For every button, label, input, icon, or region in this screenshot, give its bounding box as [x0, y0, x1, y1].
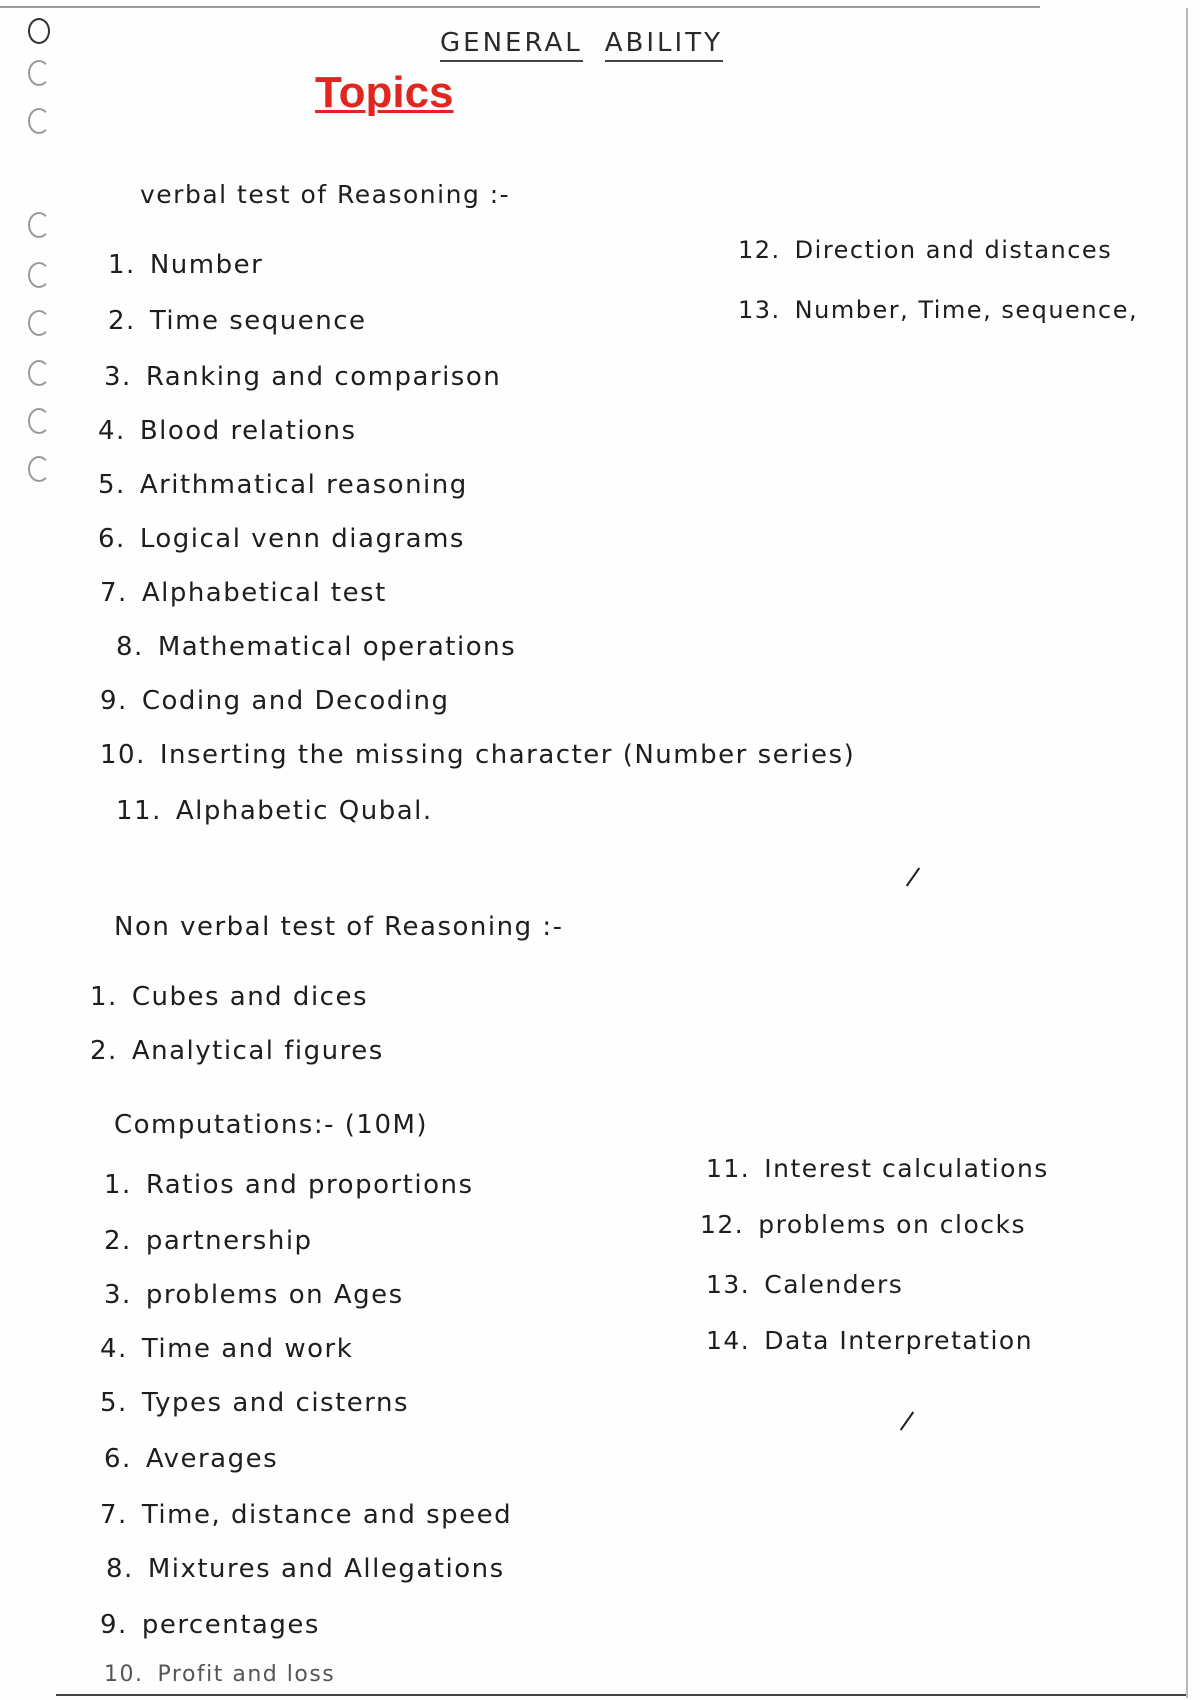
- item-number: 6.: [98, 524, 126, 554]
- item-number: 9.: [100, 1610, 128, 1640]
- list-item: [104, 1226, 313, 1256]
- item-text: Mixtures and Allegations: [147, 1554, 505, 1584]
- item-number: 2.: [104, 1226, 132, 1256]
- list-item: [104, 1662, 335, 1684]
- list-item: [700, 1210, 1026, 1239]
- item-text: percentages: [141, 1610, 320, 1640]
- item-number: 2.: [108, 306, 136, 336]
- item-text: Time, distance and speed: [141, 1500, 513, 1530]
- list-item: [104, 362, 501, 392]
- list-item: [108, 306, 367, 336]
- item-text: Calenders: [764, 1270, 904, 1299]
- item-number: 8.: [106, 1554, 134, 1584]
- binder-hole-icon: [28, 212, 50, 238]
- list-item: [738, 236, 1112, 264]
- item-text: Ranking and comparison: [145, 362, 502, 392]
- item-text: Averages: [145, 1444, 279, 1474]
- page-top-edge: [0, 6, 1040, 8]
- item-text: problems on clocks: [758, 1210, 1027, 1239]
- item-text: partnership: [145, 1226, 313, 1256]
- binder-hole-icon: [28, 18, 50, 44]
- item-text: Logical venn diagrams: [139, 524, 465, 554]
- checkmark-icon: [906, 867, 920, 886]
- item-text: Cubes and dices: [131, 982, 368, 1012]
- item-text: Interest calculations: [764, 1154, 1049, 1183]
- list-item: [98, 524, 465, 554]
- item-number: 9.: [100, 686, 128, 716]
- item-text: Direction and distances: [794, 236, 1113, 264]
- item-text: Time sequence: [149, 306, 367, 336]
- item-text: problems on Ages: [145, 1280, 404, 1310]
- list-item: [100, 1500, 512, 1530]
- item-text: Profit and loss: [157, 1662, 336, 1684]
- list-item: [98, 416, 357, 446]
- item-number: 1.: [104, 1170, 132, 1200]
- page-title: [440, 28, 723, 58]
- binder-hole-icon: [28, 310, 50, 336]
- page-bottom-edge: [56, 1694, 1186, 1696]
- item-text: Inserting the missing character (Number series): [159, 740, 856, 770]
- list-item: [90, 982, 368, 1012]
- item-number: 5.: [98, 470, 126, 500]
- item-text: Mathematical operations: [157, 632, 517, 662]
- list-item: [706, 1270, 903, 1299]
- list-item: [100, 578, 387, 608]
- item-number: 3.: [104, 1280, 132, 1310]
- item-number: 14.: [706, 1326, 751, 1355]
- binder-hole-icon: [28, 360, 50, 386]
- page-right-edge: [1186, 8, 1188, 1698]
- list-item: [90, 1036, 384, 1066]
- list-item: [108, 250, 263, 280]
- list-item: [738, 296, 1138, 324]
- list-item: [100, 740, 855, 770]
- item-text: Types and cisterns: [141, 1388, 410, 1418]
- list-item: [104, 1280, 404, 1310]
- item-number: 11.: [706, 1154, 751, 1183]
- list-item: [104, 1444, 278, 1474]
- item-number: 1.: [90, 982, 118, 1012]
- item-number: 8.: [116, 632, 144, 662]
- item-number: 6.: [104, 1444, 132, 1474]
- item-text: Data Interpretation: [764, 1326, 1034, 1355]
- list-item: [116, 632, 516, 662]
- binder-hole-icon: [28, 262, 50, 288]
- list-item: [100, 1334, 353, 1364]
- checkmark-icon: [900, 1411, 914, 1430]
- item-number: 4.: [98, 416, 126, 446]
- item-number: 3.: [104, 362, 132, 392]
- title-word-ability: ABILITY: [605, 28, 723, 62]
- list-item: [100, 1388, 409, 1418]
- item-number: 12.: [700, 1210, 745, 1239]
- item-text: Coding and Decoding: [141, 686, 450, 716]
- verbal-section-heading: verbal test of Reasoning :-: [140, 180, 511, 209]
- computations-section-heading: Computations:- (10M): [114, 1110, 429, 1140]
- item-number: 11.: [116, 796, 162, 826]
- item-number: 13.: [738, 296, 781, 324]
- list-item: [106, 1554, 505, 1584]
- list-item: [116, 796, 433, 826]
- binder-hole-icon: [28, 60, 50, 86]
- binder-hole-icon: [28, 108, 50, 134]
- item-number: 1.: [108, 250, 136, 280]
- item-number: 2.: [90, 1036, 118, 1066]
- item-number: 7.: [100, 1500, 128, 1530]
- item-text: Time and work: [141, 1334, 354, 1364]
- item-text: Blood relations: [139, 416, 357, 446]
- item-text: Arithmatical reasoning: [139, 470, 468, 500]
- topics-heading: Topics: [315, 68, 454, 117]
- list-item: [100, 686, 449, 716]
- title-word-general: GENERAL: [440, 28, 583, 62]
- item-number: 13.: [706, 1270, 751, 1299]
- binder-hole-icon: [28, 456, 50, 482]
- item-number: 7.: [100, 578, 128, 608]
- item-number: 10.: [100, 740, 146, 770]
- list-item: [104, 1170, 474, 1200]
- nonverbal-section-heading: Non verbal test of Reasoning :-: [114, 912, 564, 942]
- item-text: Ratios and proportions: [145, 1170, 474, 1200]
- binder-hole-icon: [28, 408, 50, 434]
- list-item: [706, 1326, 1033, 1355]
- item-number: 4.: [100, 1334, 128, 1364]
- item-text: Number, Time, sequence,: [794, 296, 1139, 324]
- item-number: 12.: [738, 236, 781, 264]
- item-text: Alphabetical test: [141, 578, 387, 608]
- list-item: [98, 470, 468, 500]
- item-text: Alphabetic Qubal.: [175, 796, 433, 826]
- item-number: 5.: [100, 1388, 128, 1418]
- list-item: [100, 1610, 320, 1640]
- list-item: [706, 1154, 1049, 1183]
- item-number: 10.: [104, 1662, 144, 1684]
- item-text: Analytical figures: [131, 1036, 384, 1066]
- item-text: Number: [149, 250, 264, 280]
